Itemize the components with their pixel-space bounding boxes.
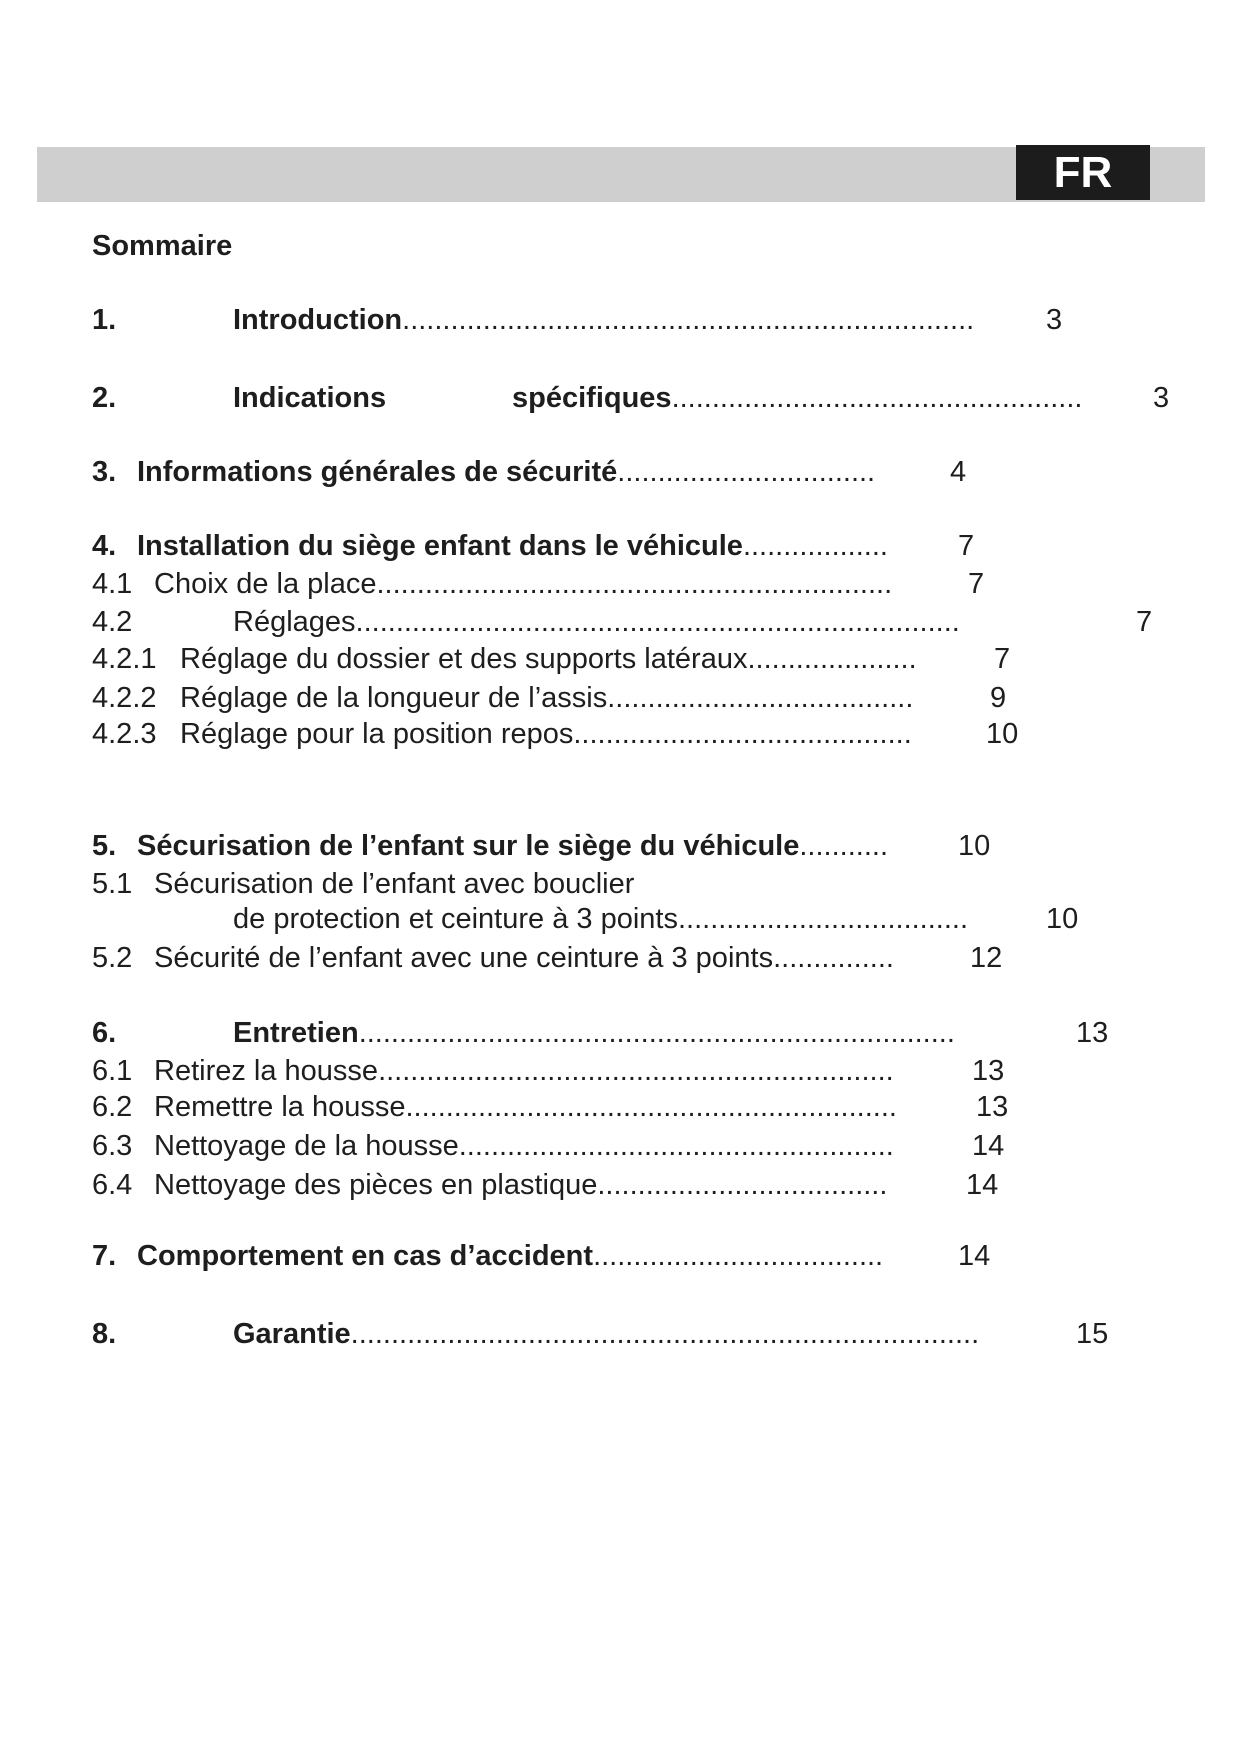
- toc-dots: .............................................................: [405, 1091, 897, 1123]
- toc-number: 4.2.1: [92, 643, 157, 675]
- toc-dots: ...................................................: [671, 382, 1083, 414]
- toc-dots: .....................: [747, 643, 917, 675]
- toc-number: 6.4: [92, 1169, 133, 1201]
- toc-entry[interactable]: [154, 1165, 887, 1205]
- toc-entry[interactable]: [154, 1087, 897, 1127]
- toc-number: 5.1: [92, 868, 133, 900]
- toc-page: 7: [1136, 606, 1153, 638]
- toc-page: 13: [976, 1091, 1009, 1123]
- toc-number: 5.2: [92, 942, 133, 974]
- toc-label: Comportement en cas d’accident: [137, 1240, 594, 1272]
- toc-label[interactable]: Indications: [233, 382, 387, 414]
- toc-entry[interactable]: [180, 714, 912, 754]
- toc-number: 6.: [92, 1017, 117, 1049]
- toc-number: 7.: [92, 1240, 117, 1272]
- toc-page: 14: [958, 1240, 991, 1272]
- toc-dots: ..............................................................................: [350, 1318, 980, 1350]
- toc-label: Nettoyage des pièces en plastique: [154, 1169, 598, 1201]
- toc-dots: ...............: [773, 942, 894, 974]
- toc-dots: ..........................................: [573, 718, 912, 750]
- toc-entry[interactable]: [137, 452, 875, 492]
- toc-label: Installation du siège enfant dans le véhicule: [137, 530, 743, 562]
- toc-page: 7: [994, 643, 1011, 675]
- toc-entry[interactable]: [512, 378, 1082, 418]
- toc-number: 4.: [92, 530, 117, 562]
- toc-page: 3: [1046, 304, 1063, 336]
- toc-entry[interactable]: [137, 526, 888, 566]
- toc-entry[interactable]: [154, 1126, 894, 1166]
- toc-label: Informations générales de sécurité: [137, 456, 618, 488]
- toc-page: 13: [972, 1055, 1005, 1087]
- toc-dots: ...........: [799, 830, 889, 862]
- toc-page: 3: [1153, 382, 1170, 414]
- toc-dots: .......................................................................: [402, 304, 975, 336]
- toc-label: Introduction: [233, 304, 403, 336]
- toc-label: Sécurisation de l’enfant sur le siège du véhicule: [137, 830, 800, 862]
- toc-dots: ................................................................: [378, 1055, 894, 1087]
- toc-dots: ....................................: [597, 1169, 888, 1201]
- toc-label: Retirez la housse: [154, 1055, 379, 1087]
- toc-number: 6.2: [92, 1091, 133, 1123]
- toc-label: Réglage de la longueur de l’assis: [180, 682, 608, 714]
- toc-page: 15: [1076, 1318, 1109, 1350]
- toc-label: Sécurité de l’enfant avec une ceinture à 3 points: [154, 942, 774, 974]
- toc-dots: ...........................................................................: [355, 606, 960, 638]
- toc-page: 10: [958, 830, 991, 862]
- toc-entry[interactable]: [233, 300, 974, 340]
- toc-label: Remettre la housse: [154, 1091, 406, 1123]
- toc-dots: ..................: [742, 530, 888, 562]
- toc-dots: ......................................: [607, 682, 914, 714]
- toc-entry[interactable]: [137, 1236, 883, 1276]
- toc-dots: ..........................................................................: [358, 1017, 955, 1049]
- toc-page: 9: [990, 682, 1007, 714]
- toc-label: Réglage du dossier et des supports latéraux: [180, 643, 748, 675]
- toc-entry[interactable]: [154, 564, 892, 604]
- toc-entry[interactable]: [154, 938, 894, 978]
- language-badge: FR: [1016, 145, 1150, 200]
- toc-number: 4.2.2: [92, 682, 157, 714]
- toc-label[interactable]: Sécurisation de l’enfant avec bouclier: [154, 868, 635, 900]
- toc-page: 12: [970, 942, 1003, 974]
- toc-number: 6.3: [92, 1130, 133, 1162]
- toc-label: Entretien: [233, 1017, 359, 1049]
- toc-number: 4.2.3: [92, 718, 157, 750]
- toc-page: 4: [950, 456, 967, 488]
- toc-label: spécifiques: [512, 382, 672, 414]
- toc-entry[interactable]: [154, 1051, 894, 1091]
- toc-entry[interactable]: [233, 1013, 955, 1053]
- toc-label: Réglage pour la position repos: [180, 718, 574, 750]
- toc-label-continued: de protection et ceinture à 3 points: [233, 903, 678, 935]
- toc-number: 4.1: [92, 568, 133, 600]
- toc-number: 6.1: [92, 1055, 133, 1087]
- toc-number: 5.: [92, 830, 117, 862]
- toc-entry[interactable]: [233, 1314, 979, 1354]
- toc-entry[interactable]: [180, 678, 913, 718]
- toc-number: 8.: [92, 1318, 117, 1350]
- toc-entry[interactable]: [137, 826, 888, 866]
- toc-number: 4.2: [92, 606, 133, 638]
- toc-page: 14: [966, 1169, 999, 1201]
- toc-entry[interactable]: [180, 639, 917, 679]
- toc-number: 3.: [92, 456, 117, 488]
- toc-page: 7: [968, 568, 985, 600]
- toc-label: Choix de la place: [154, 568, 377, 600]
- toc-page: 10: [1046, 903, 1079, 935]
- toc-page: 13: [1076, 1017, 1109, 1049]
- toc-entry[interactable]: [233, 602, 960, 642]
- toc-page: 10: [986, 718, 1019, 750]
- toc-page: 7: [958, 530, 975, 562]
- toc-number: 1.: [92, 304, 117, 336]
- toc-dots: ......................................................: [458, 1130, 894, 1162]
- toc-label: Nettoyage de la housse: [154, 1130, 459, 1162]
- toc-dots: ................................: [617, 456, 876, 488]
- toc-dots: ................................................................: [376, 568, 893, 600]
- toc-entry[interactable]: [233, 899, 968, 939]
- toc-page: 14: [972, 1130, 1005, 1162]
- page-title: Sommaire: [92, 230, 233, 262]
- toc-dots: ....................................: [593, 1240, 884, 1272]
- toc-dots: ....................................: [677, 903, 969, 935]
- toc-label: Réglages: [233, 606, 356, 638]
- toc-label: Garantie: [233, 1318, 351, 1350]
- toc-number: 2.: [92, 382, 117, 414]
